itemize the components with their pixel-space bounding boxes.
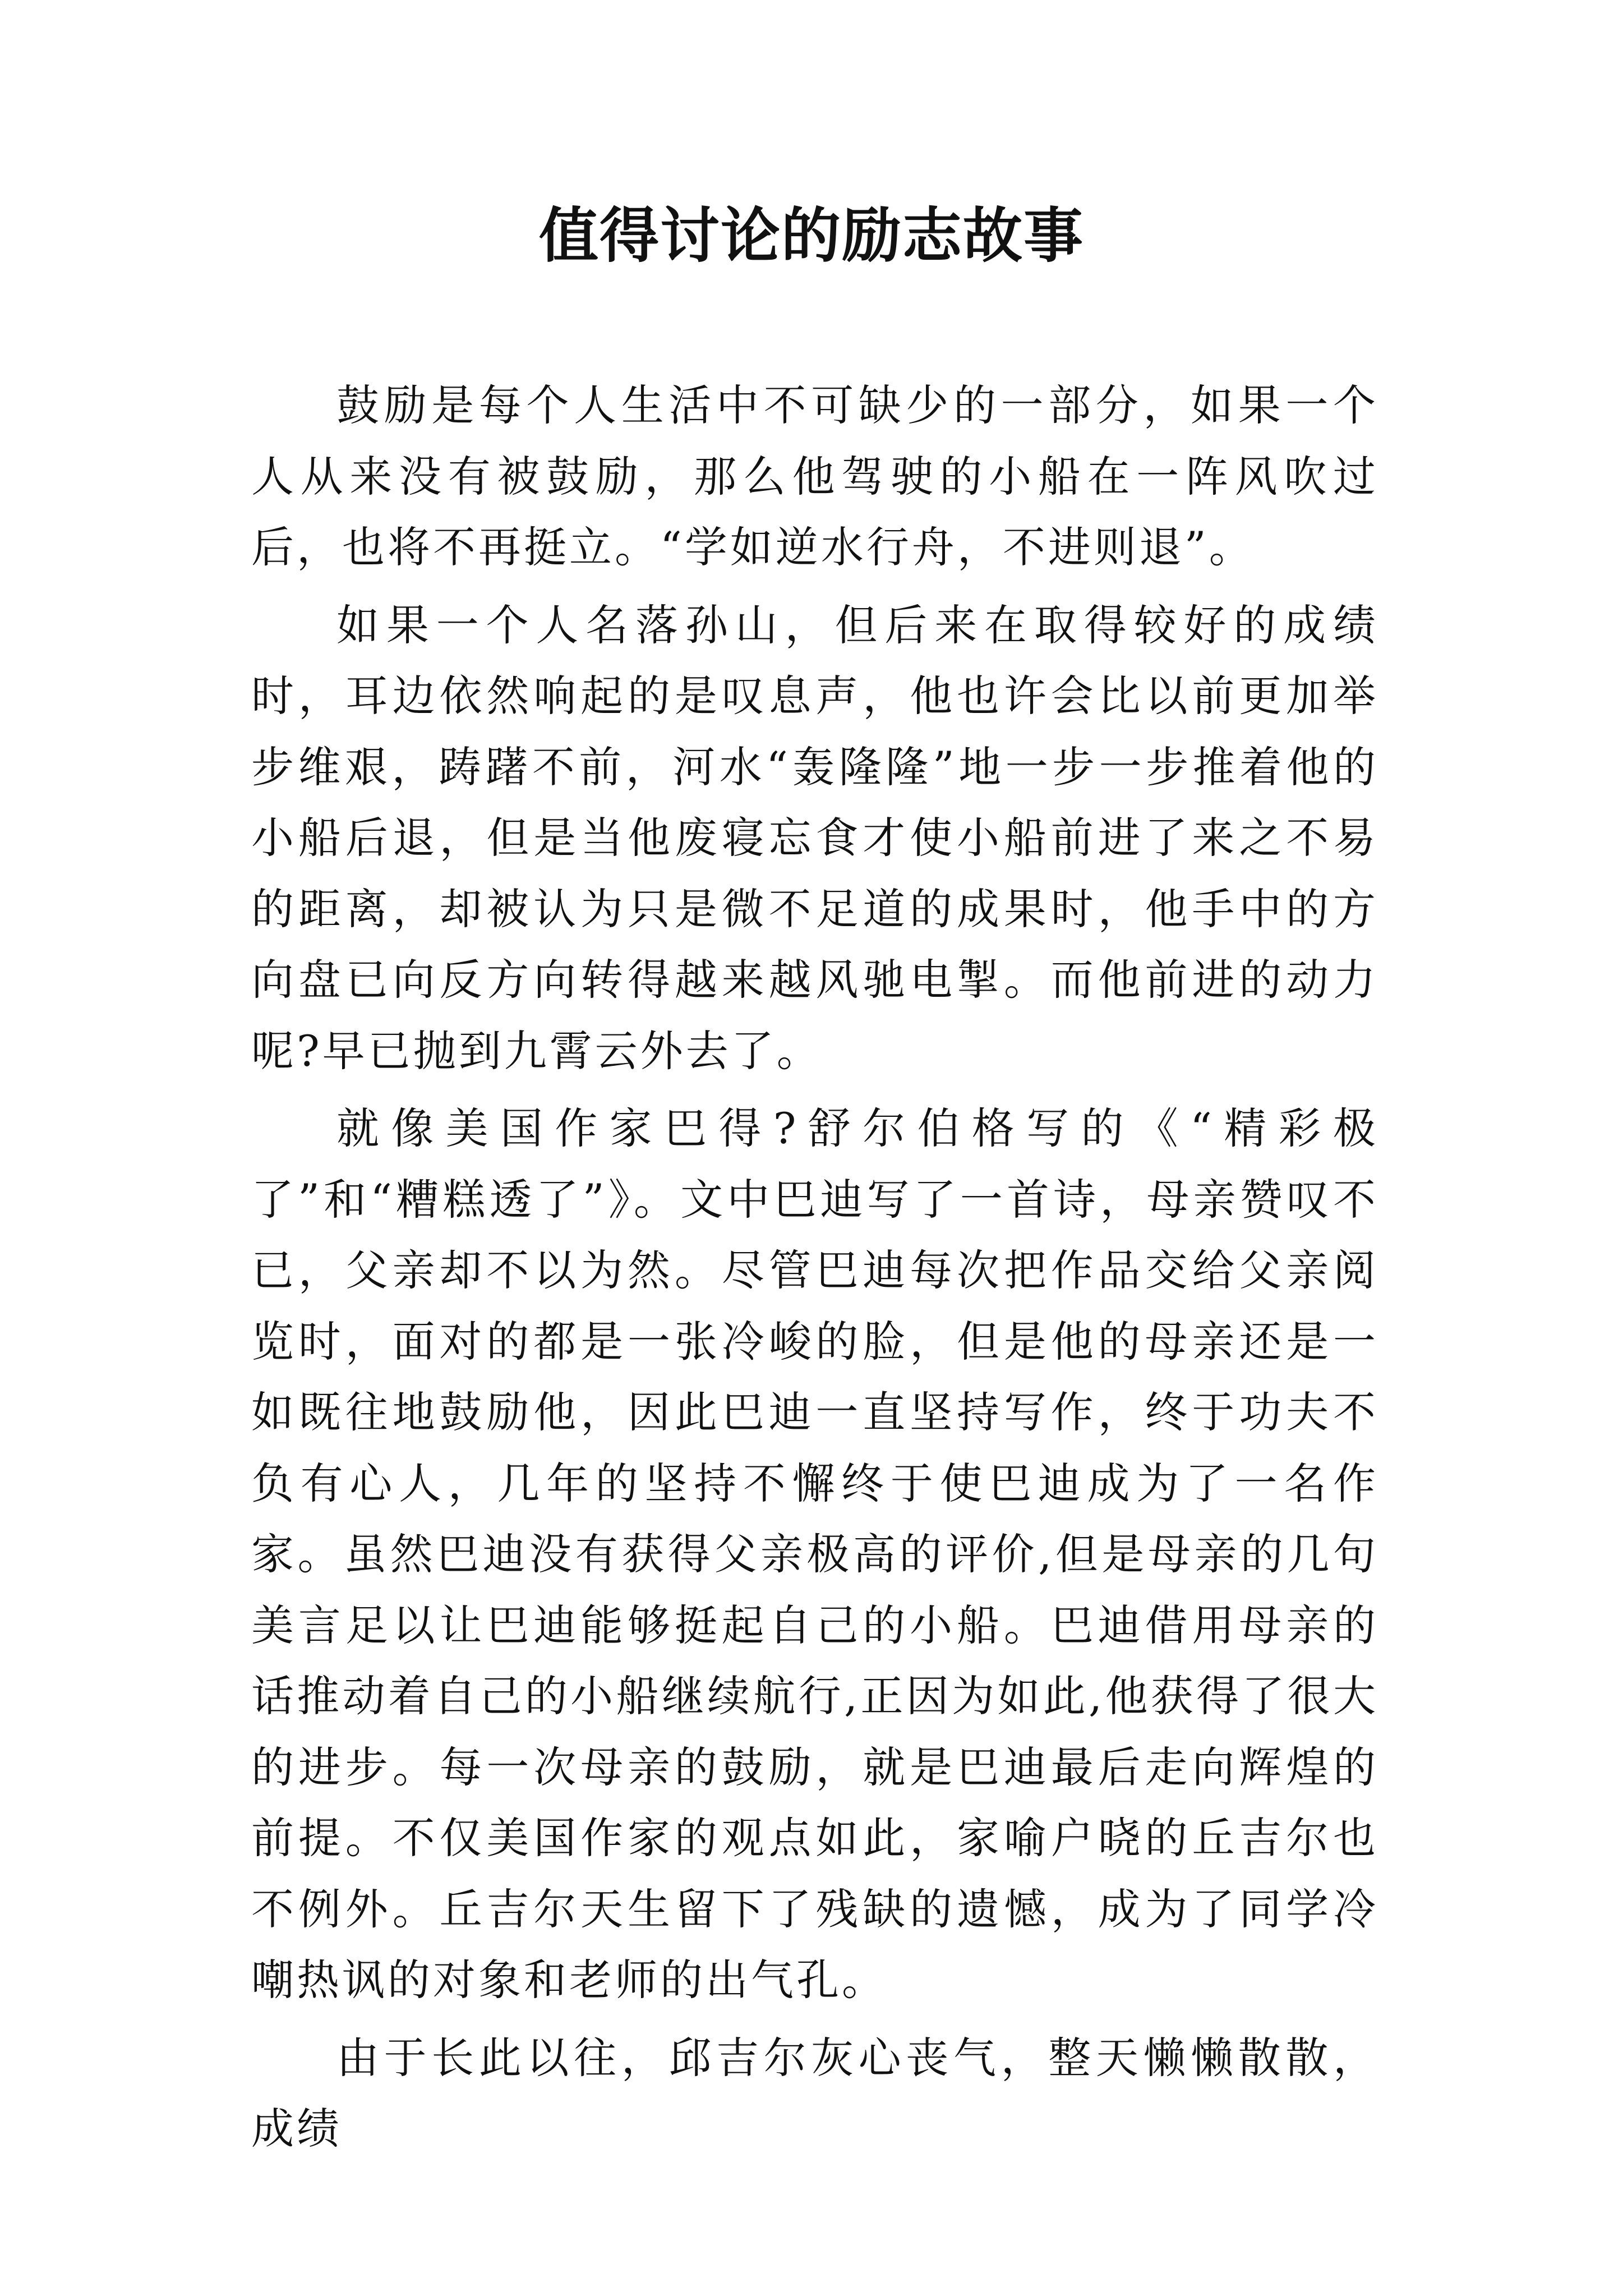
document-body — [251, 370, 1378, 2165]
paragraph-2: 如果一个人名落孙山，但后来在取得较好的成绩时，耳边依然响起的是叹息声，他也许会比以前更加举步维艰，踌躇不前，河水“轰隆隆”地一步一步推着他的小船后退，但是当他废寝忘食才使小船前进了来之不易的距离，却被认为只是微不足道的成果时，他手中的方向盘已向反方向转得越来越风驰电掣。而他前进的动力呢?早已抛到九霄云外去了。 — [251, 600, 1378, 1076]
paragraph-3: 就像美国作家巴得?舒尔伯格写的《“精彩极了”和“糟糕透了”》。文中巴迪写了一首诗，母亲赞叹不已，父亲却不以为然。尽管巴迪每次把作品交给父亲阅览时，面对的都是一张冷峻的脸，但是他的母亲还是一如既往地鼓励他，因此巴迪一直坚持写作，终于功夫不负有心人，几年的坚持不懈终于使巴迪成为了一名作家。虽然巴迪没有获得父亲极高的评价,但是母亲的几句美言足以让巴迪能够挺起自己的小船。巴迪借用母亲的话推动着自己的小船继续航行,正因为如此,他获得了很大的进步。每一次母亲的鼓励，就是巴迪最后走向辉煌的前提。不仅美国作家的观点如此，家喻户晓的丘吉尔也不例外。丘吉尔天生留下了残缺的遗憾，成为了同学冷嘲热讽的对象和老师的出气孔。 — [251, 1103, 1378, 2005]
paragraph-4: 由于长此以往，邱吉尔灰心丧气，整天懒懒散散，成绩 — [251, 2032, 1378, 2154]
paragraph-1: 鼓励是每个人生活中不可缺少的一部分，如果一个人从来没有被鼓励，那么他驾驶的小船在一阵风吹过后，也将不再挺立。“学如逆水行舟，不进则退”。 — [251, 380, 1378, 572]
document-title: 值得讨论的励志故事 — [539, 200, 1084, 270]
